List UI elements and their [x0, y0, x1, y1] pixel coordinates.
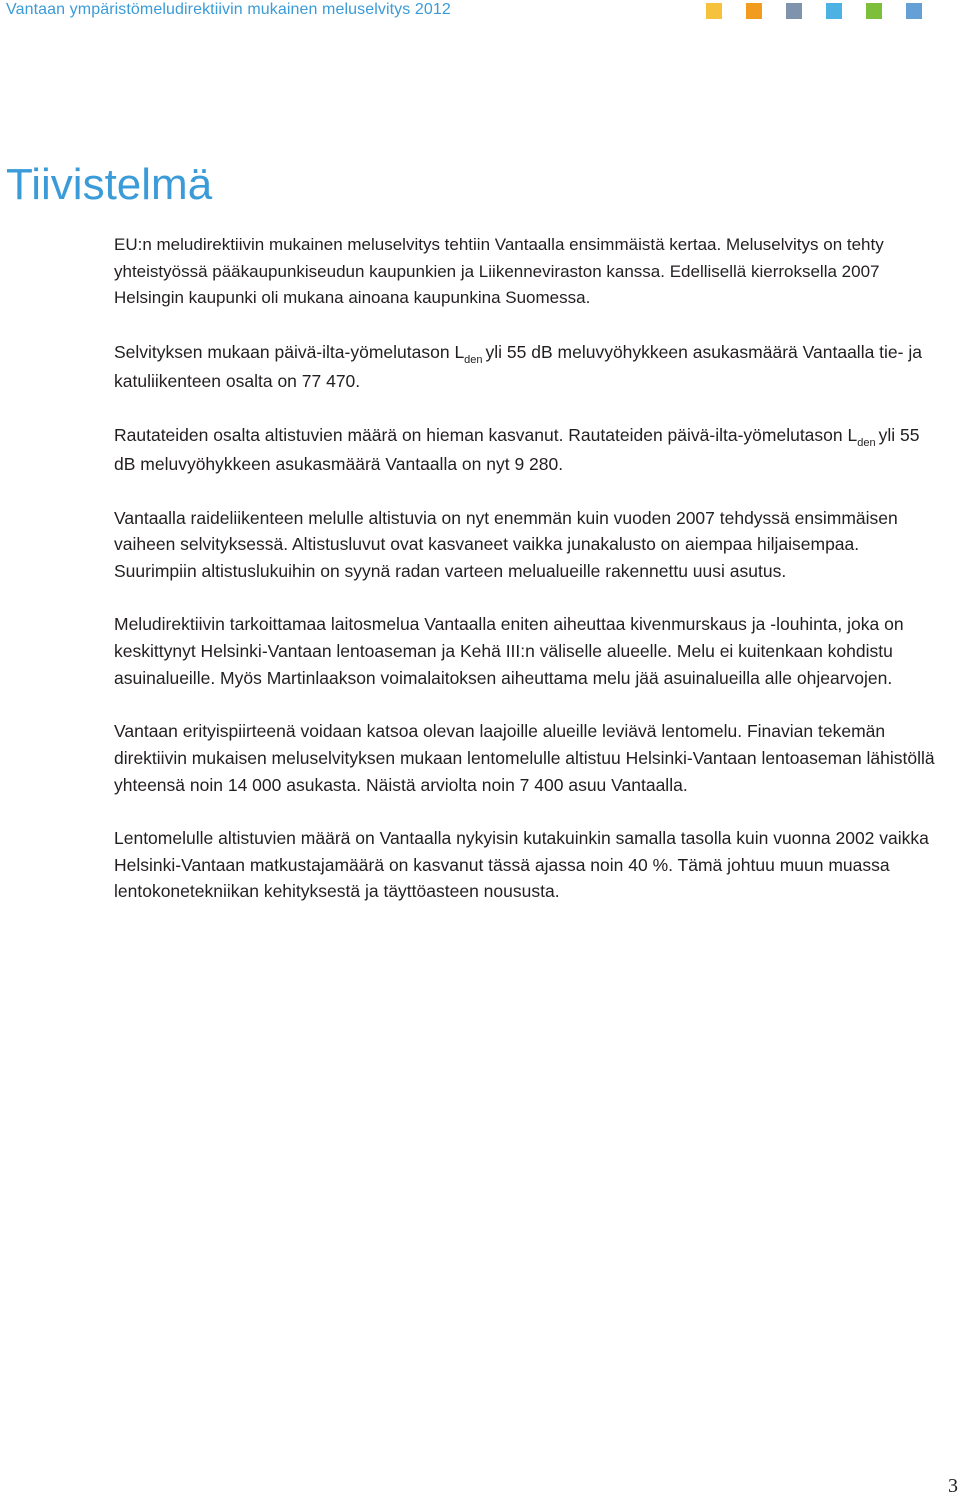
paragraph-3	[114, 422, 944, 478]
paragraph-2-text-a: Selvityksen mukaan päivä-ilta-yömelutason L	[114, 341, 465, 362]
color-squares-row	[0, 3, 960, 20]
paragraph-7: Lentomelulle altistuvien määrä on Vantaalla nykyisin kutakuinkin samalla tasolla kuin vuonna 2002 vaikka Helsinki-Vantaan matkustajamäärä on kasvanut tässä ajassa noin 40 %. Tämä johtuu muun muassa lentokonetekniikan kehityksestä ja täyttöasteen noususta.	[114, 827, 929, 902]
summary-body	[114, 232, 944, 932]
paragraph-6: Vantaan erityispiirteenä voidaan katsoa olevan laajoille alueille leviävä lentomelu. Finavian tekemän direktiivin mukaisen meluselvityksen mukaan lentomelulle altistuu Helsinki-Vantaan lentoaseman lähistöllä yhteensä noin 14 000 asukasta. Näistä arviolta noin 7 400 asuu Vantaalla.	[114, 721, 935, 795]
yellow-square-icon	[706, 3, 722, 19]
running-header-title: Vantaan ympäristömeludirektiivin mukainen meluselvitys 2012	[6, 1, 451, 18]
page-title: Tiivistelmä	[6, 160, 213, 209]
slate-square-icon	[786, 3, 802, 19]
paragraph-4: Vantaalla raideliikenteen melulle altistuvia on nyt enemmän kuin vuoden 2007 tehdyssä ensimmäisen vaiheen selvityksessä. Altistusluvut ovat kasvaneet vaikka junakalusto on aiempaa hiljaisempaa. Suurimpiin altistuslukuihin on syynä radan varteen melualueille rakennettu uusi asutus.	[114, 507, 898, 582]
paragraph-2-text-b: yli 55 dB meluvyöhykkeen asukasmäärä Vantaalla tie- ja katuliikenteen osalta on 77 470.	[114, 341, 922, 392]
lden-subscript: den	[857, 436, 876, 449]
lden-subscript: den	[464, 353, 483, 366]
blue-square-icon	[906, 3, 922, 19]
green-square-icon	[866, 3, 882, 19]
orange-square-icon	[746, 3, 762, 19]
paragraph-1: EU:n meludirektiivin mukainen meluselvitys tehtiin Vantaalla ensimmäistä kertaa. Meluselvitys on tehty yhteistyössä pääkaupunkiseudun kaupunkien ja Liikenneviraston kanssa. Edellisellä kierroksella 2007 Helsingin kaupunki oli mukana ainoana kaupunkina Suomessa.	[114, 235, 884, 308]
page-number: 3	[948, 1475, 958, 1497]
paragraph-3-text-a: Rautateiden osalta altistuvien määrä on hieman kasvanut. Rautateiden päivä-ilta-yömelutason L	[114, 424, 858, 445]
paragraph-5: Meludirektiivin tarkoittamaa laitosmelua Vantaalla eniten aiheuttaa kivenmurskaus ja -louhinta, joka on keskittynyt Helsinki-Vantaan lentoaseman ja Kehä III:n väliselle alueelle. Melu ei kuitenkaan kohdistu asuinalueille. Myös Martinlaakson voimalaitoksen aiheuttama melu jää asuinalueilla alle ohjearvojen.	[114, 614, 904, 688]
paragraph-3-text-b: yli 55 dB meluvyöhykkeen asukasmäärä Vantaalla on nyt 9 280.	[114, 424, 920, 475]
lightblue-square-icon	[826, 3, 842, 19]
paragraph-2	[114, 339, 944, 395]
